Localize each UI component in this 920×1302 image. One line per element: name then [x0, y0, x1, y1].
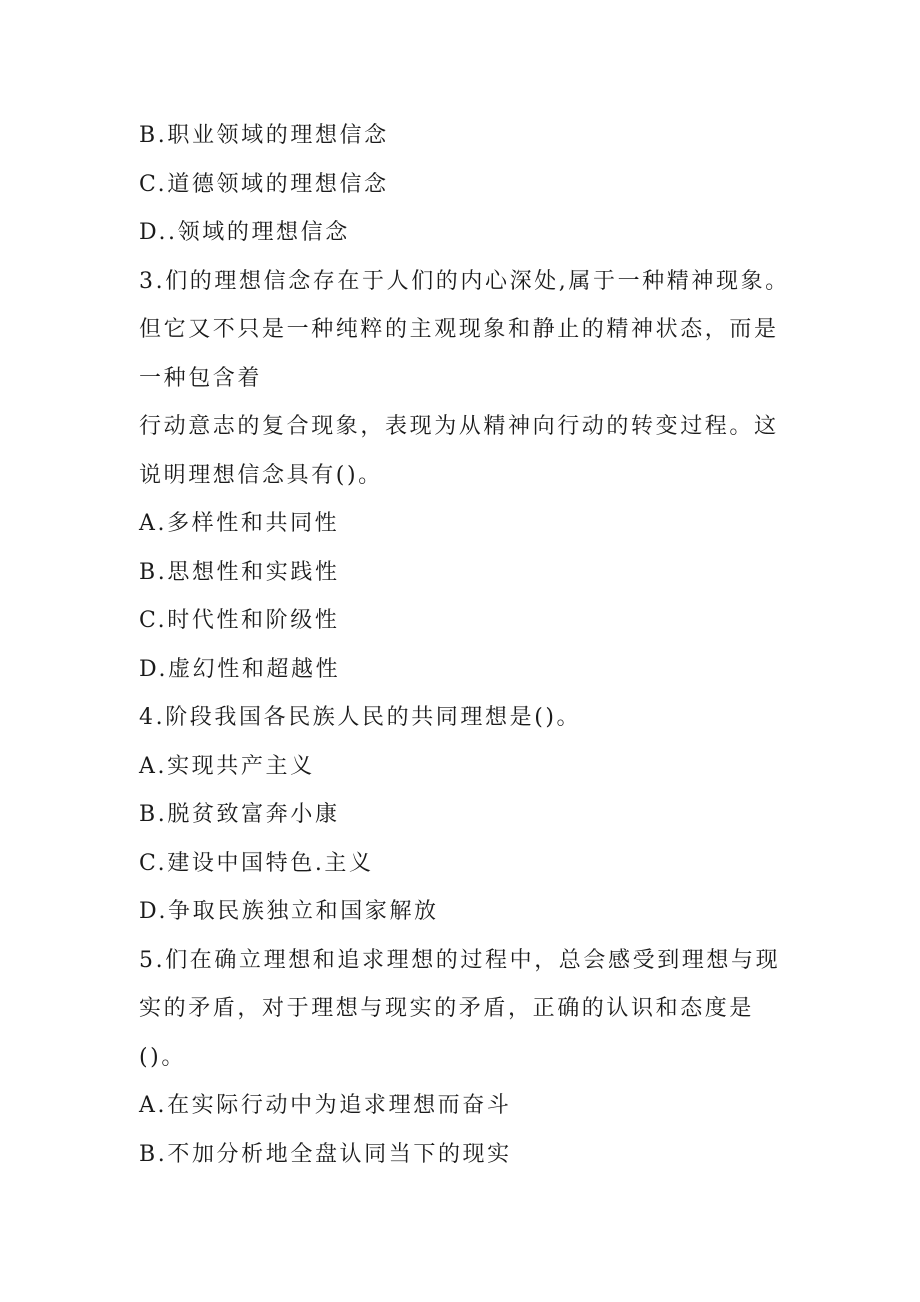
question-stem-line: 说明理想信念具有()。 — [139, 462, 383, 488]
option-b: B.职业领域的理想信念 — [139, 123, 389, 148]
document-page — [139, 112, 789, 1179]
option-c: C.建设中国特色.主义 — [139, 850, 374, 876]
question-stem-line: 实的矛盾，对于理想与现实的矛盾，正确的认识和态度是 — [139, 996, 755, 1021]
option-d: D..领域的理想信念 — [139, 220, 350, 245]
option-b: B.思想性和实践性 — [139, 559, 340, 585]
option-b: B.脱贫致富奔小康 — [139, 802, 340, 827]
option-d: D.争取民族独立和国家解放 — [139, 899, 439, 924]
option-b: B.不加分析地全盘认同当下的现实 — [139, 1141, 512, 1167]
question-5 — [139, 937, 789, 1180]
option-a: A.多样性和共同性 — [139, 511, 340, 536]
question-stem-line: 行动意志的复合现象，表现为从精神向行动的转变过程。这 — [139, 414, 779, 439]
option-d: D.虚幻性和超越性 — [139, 656, 341, 682]
option-c: C.道德领域的理想信念 — [139, 171, 389, 197]
question-stem-line: 一种包含着 — [139, 365, 263, 391]
option-c: C.时代性和阶级性 — [139, 608, 340, 633]
option-a: A.在实际行动中为追求理想而奋斗 — [139, 1093, 512, 1118]
question-3 — [139, 258, 789, 695]
question-stem-line: 但它又不只是一种纯粹的主观现象和静止的精神状态，而是 — [139, 317, 779, 342]
option-a: A.实现共产主义 — [139, 753, 315, 779]
question-2-options — [139, 112, 789, 258]
question-stem-line: ()。 — [139, 1044, 186, 1070]
question-stem-line: 3.们的理想信念存在于人们的内心深处,属于一种精神现象。 — [139, 268, 790, 294]
question-stem-line: 4.阶段我国各民族人民的共同理想是()。 — [139, 705, 582, 730]
question-4 — [139, 694, 789, 937]
question-stem-line: 5.们在确立理想和追求理想的过程中，总会感受到理想与现 — [139, 947, 781, 973]
